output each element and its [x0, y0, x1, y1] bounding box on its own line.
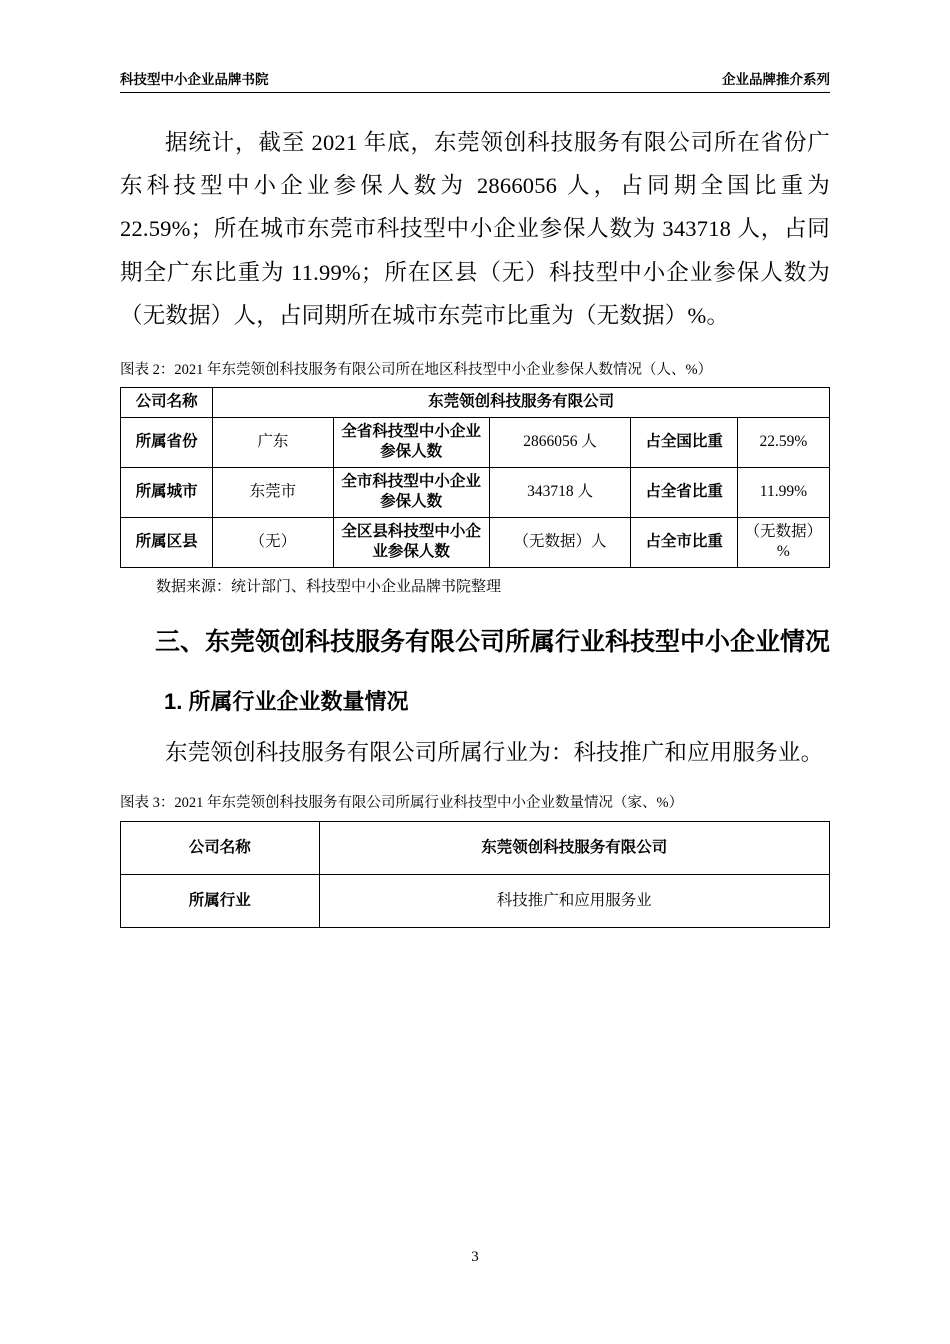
header-left-text: 科技型中小企业品牌书院	[120, 72, 269, 87]
table2-row2-value: （无数据）人	[489, 517, 631, 567]
table2-caption: 图表 2：2021 年东莞领创科技服务有限公司所在地区科技型中小企业参保人数情况（人、%）	[120, 361, 713, 378]
table2-row2-ratio-value: （无数据）%	[737, 517, 829, 567]
table3-row-label: 所属行业	[121, 874, 320, 927]
paragraph-statistics: 据统计，截至 2021 年底，东莞领创科技服务有限公司所在省份广东科技型中小企业参保人数为 2866056 人，占同期全国比重为 22.59%；所在城市东莞市科技型中小企业参保人数为 343718 人，占同期全广东比重为 11.99%；所在区县（无）科技型中小企业参保人数为（无数据）人，占同期所在城市东莞市比重为（无数据）%。	[120, 130, 830, 328]
table-region-insured	[120, 387, 830, 567]
table2-row1-ratio-value: 11.99%	[737, 467, 829, 517]
table2-source: 数据来源：统计部门、科技型中小企业品牌书院整理	[156, 578, 502, 595]
header-right-text: 企业品牌推介系列	[722, 72, 830, 87]
table3-caption: 图表 3：2021 年东莞领创科技服务有限公司所属行业科技型中小企业数量情况（家、%）	[120, 795, 684, 812]
page-number: 3	[471, 1249, 479, 1265]
table-row	[121, 517, 830, 567]
table2-row0-ratio-value: 22.59%	[737, 417, 829, 467]
table-row	[121, 467, 830, 517]
table2-row1-ratio-label: 占全省比重	[631, 467, 737, 517]
table-row	[121, 874, 830, 927]
table2-row1-value: 343718 人	[489, 467, 631, 517]
table-row	[121, 821, 830, 874]
table2-row2-ratio-label: 占全市比重	[631, 517, 737, 567]
table2-company-name: 东莞领创科技服务有限公司	[213, 388, 830, 417]
table2-row2-metric: 全区县科技型中小企业参保人数	[333, 517, 489, 567]
table2-row1-label: 所属城市	[121, 467, 213, 517]
header-divider	[120, 92, 830, 93]
section-heading-3: 三、东莞领创科技服务有限公司所属行业科技型中小企业情况	[155, 627, 831, 656]
table2-row0-region: 广东	[213, 417, 334, 467]
table3-company-name: 东莞领创科技服务有限公司	[319, 821, 829, 874]
table2-row0-ratio-label: 占全国比重	[631, 417, 737, 467]
table2-row1-region: 东莞市	[213, 467, 334, 517]
table2-row2-region: （无）	[213, 517, 334, 567]
table2-header-label: 公司名称	[121, 388, 213, 417]
table-row	[121, 388, 830, 417]
subsection-heading-1: 1. 所属行业企业数量情况	[164, 689, 409, 715]
table2-row0-value: 2866056 人	[489, 417, 631, 467]
table2-row0-metric: 全省科技型中小企业参保人数	[333, 417, 489, 467]
table-industry	[120, 821, 830, 928]
table2-row1-metric: 全市科技型中小企业参保人数	[333, 467, 489, 517]
page-header	[120, 0, 830, 92]
table3-header-label: 公司名称	[121, 821, 320, 874]
table2-row2-label: 所属区县	[121, 517, 213, 567]
table3-row-value: 科技推广和应用服务业	[319, 874, 829, 927]
table2-row0-label: 所属省份	[121, 417, 213, 467]
table-row	[121, 417, 830, 467]
paragraph-industry: 东莞领创科技服务有限公司所属行业为：科技推广和应用服务业。	[165, 740, 824, 766]
